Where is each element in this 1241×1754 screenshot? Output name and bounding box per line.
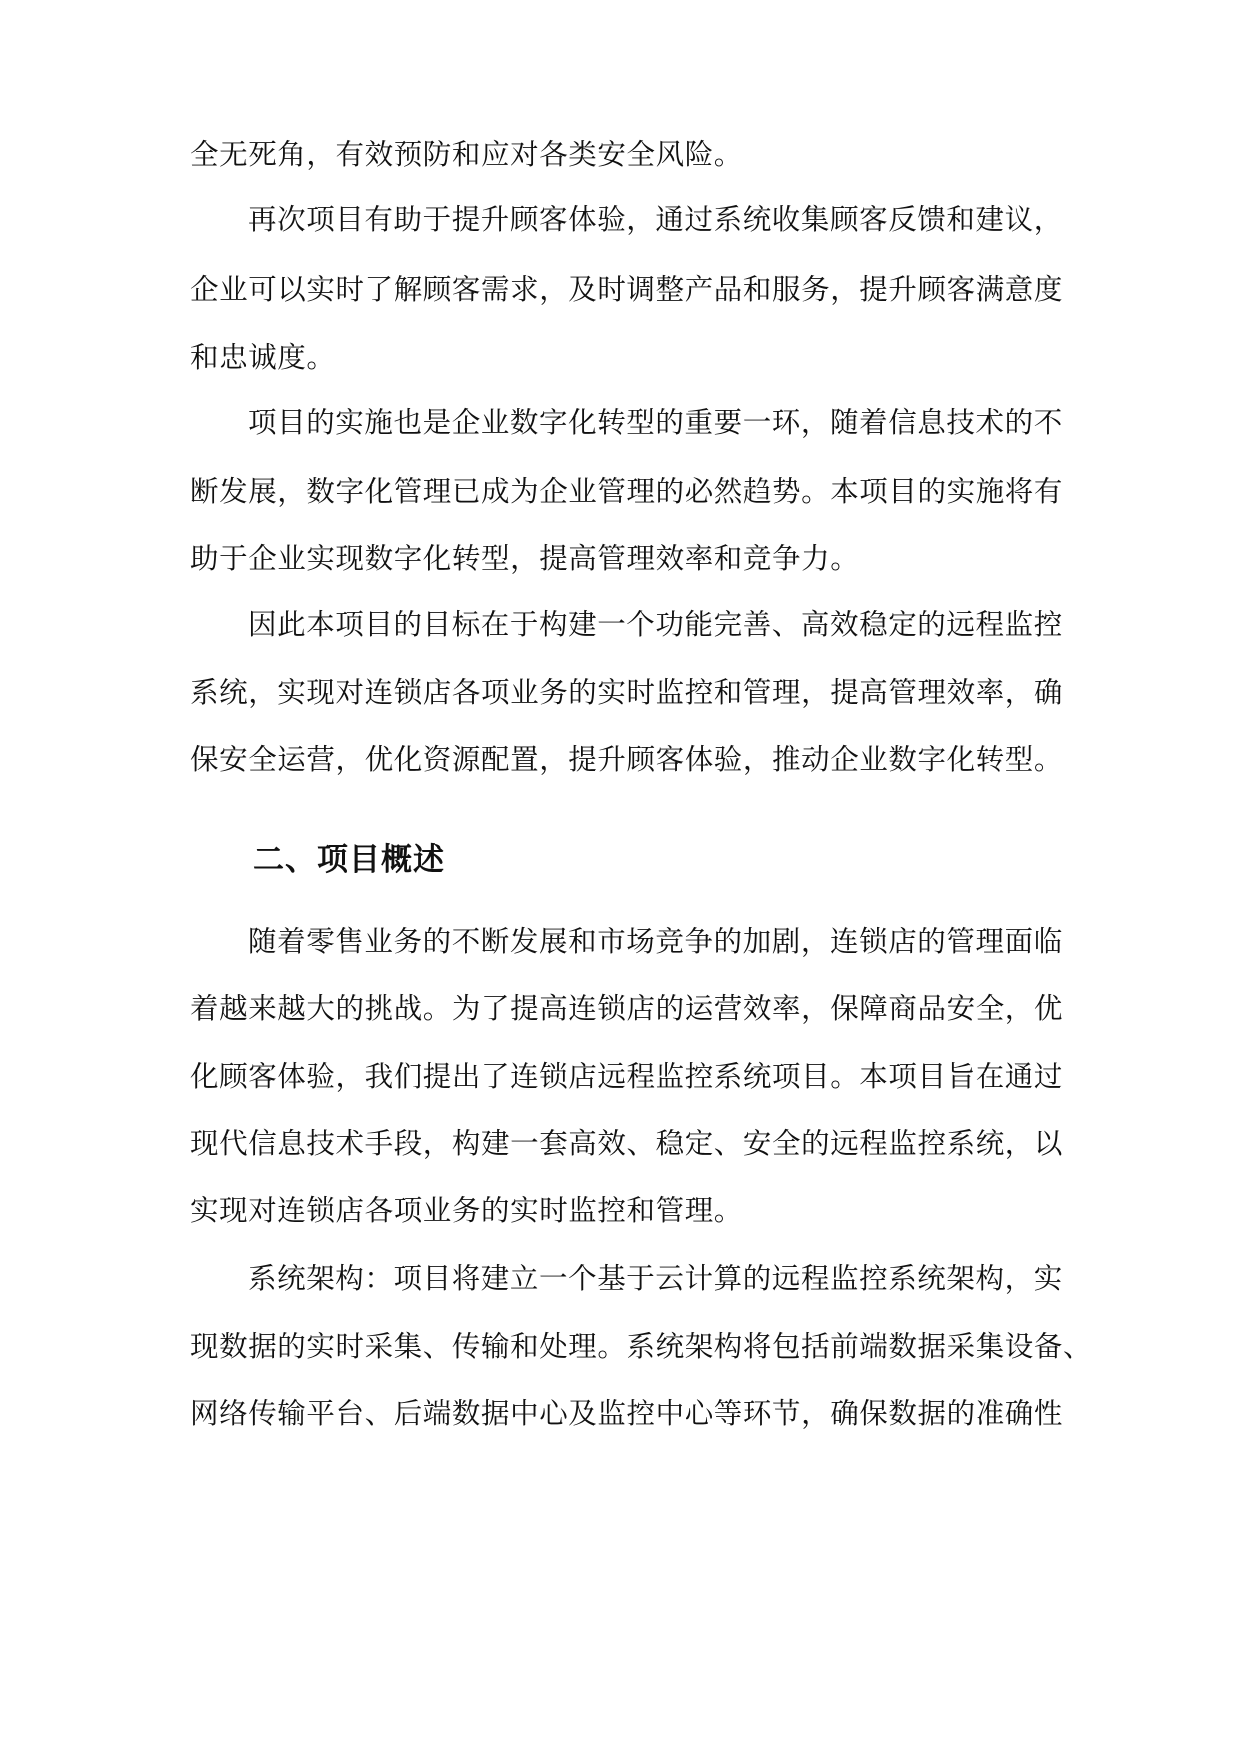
paragraph-line: 化顾客体验，我们提出了连锁店远程监控系统项目。本项目旨在通过 [190,1060,1064,1093]
paragraph-line: 系统，实现对连锁店各项业务的实时监控和管理，提高管理效率，确 [190,676,1064,709]
paragraph-line: 保安全运营，优化资源配置，提升顾客体验，推动企业数字化转型。 [190,743,1064,776]
paragraph-line: 项目的实施也是企业数字化转型的重要一环，随着信息技术的不 [248,406,1063,439]
paragraph-line: 随着零售业务的不断发展和市场竞争的加剧，连锁店的管理面临 [248,925,1063,958]
paragraph-line: 现代信息技术手段，构建一套高效、稳定、安全的远程监控系统，以 [190,1127,1064,1160]
paragraph-line: 网络传输平台、后端数据中心及监控中心等环节，确保数据的准确性 [190,1397,1064,1430]
paragraph-line: 断发展，数字化管理已成为企业管理的必然趋势。本项目的实施将有 [190,475,1064,508]
paragraph-line: 因此本项目的目标在于构建一个功能完善、高效稳定的远程监控 [248,608,1063,641]
paragraph-line: 现数据的实时采集、传输和处理。系统架构将包括前端数据采集设备、 [190,1330,1093,1363]
paragraph-line: 实现对连锁店各项业务的实时监控和管理。 [190,1194,743,1227]
paragraph-line: 再次项目有助于提升顾客体验，通过系统收集顾客反馈和建议， [248,203,1063,236]
paragraph-line: 助于企业实现数字化转型，提高管理效率和竞争力。 [190,542,860,575]
paragraph-line: 系统架构：项目将建立一个基于云计算的远程监控系统架构，实 [248,1262,1063,1295]
paragraph-line: 企业可以实时了解顾客需求，及时调整产品和服务，提升顾客满意度 [190,273,1064,306]
paragraph-line: 着越来越大的挑战。为了提高连锁店的运营效率，保障商品安全，优 [190,992,1064,1025]
section-heading: 二、项目概述 [253,842,445,878]
paragraph-line: 全无死角，有效预防和应对各类安全风险。 [190,138,743,171]
paragraph-line: 和忠诚度。 [190,341,336,374]
